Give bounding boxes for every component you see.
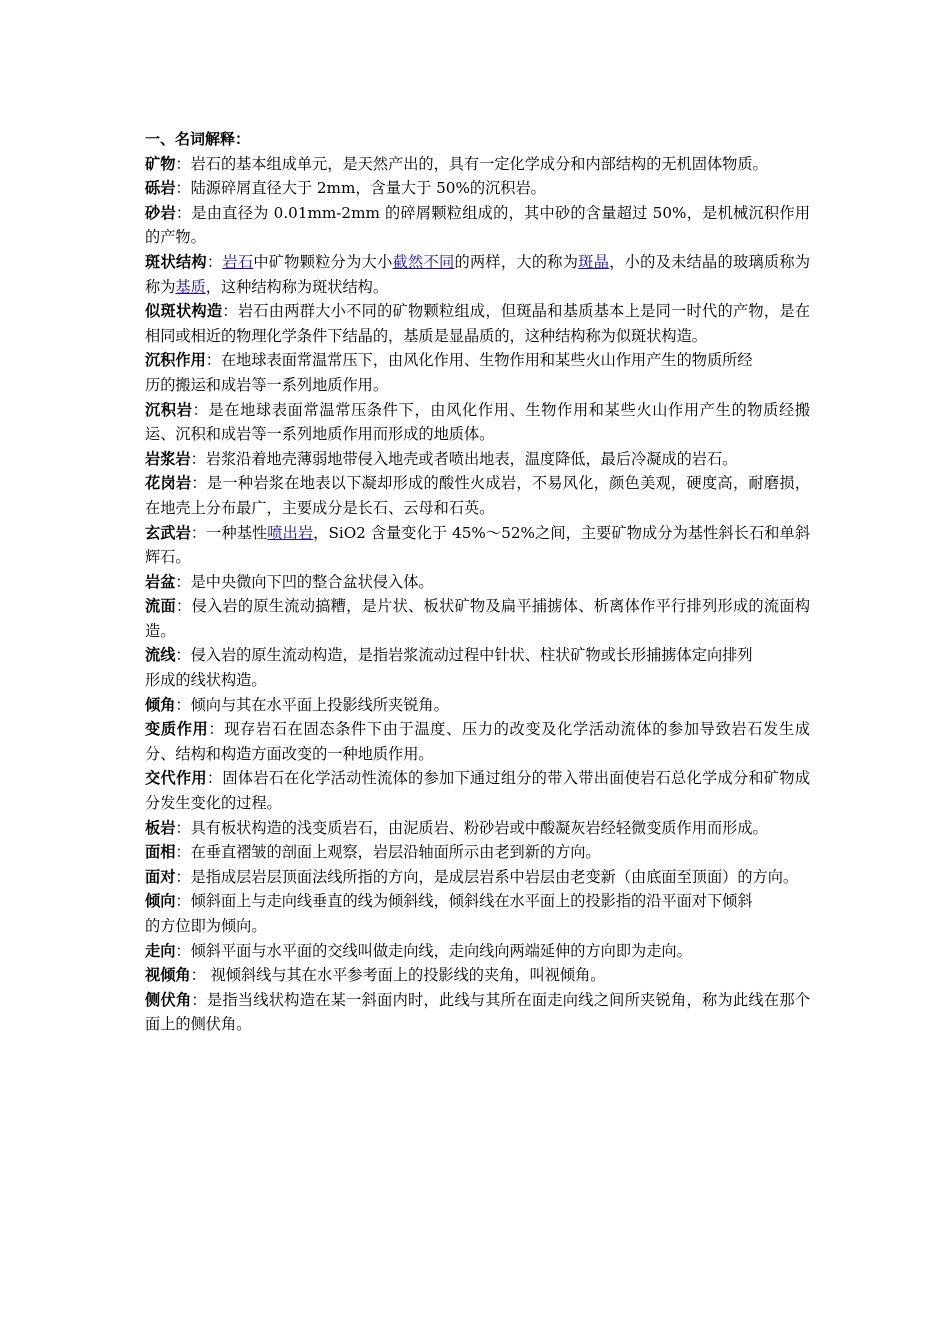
definition-term: 板岩 (145, 818, 176, 837)
definition-line: 倾斜面上与走向线垂直的线为倾斜线，倾斜线在水平面上的投影指的沿平面对下倾斜 (190, 892, 753, 911)
term-separator: ： (175, 892, 191, 911)
definition-text: 的两样，大的称为 (454, 252, 579, 271)
definition-term: 侧伏角 (145, 990, 192, 1009)
term-separator: ： (192, 400, 209, 419)
definition-term: 沉积岩 (145, 400, 193, 419)
term-separator: ： (205, 351, 221, 370)
definition-text: 倾向与其在水平面上投影线所夹锐角。 (190, 695, 449, 714)
definition-entry (145, 176, 810, 201)
definition-text: 现存岩石在固态条件下由于温度、压力的改变及化学活动流体的参加导致岩石发生成分、结构和构造方面改变的一种地质作用。 (145, 720, 811, 763)
definition-entry (145, 398, 810, 447)
term-separator: ： (175, 572, 191, 591)
definition-term: 面对 (145, 867, 176, 886)
document-page (145, 127, 810, 1037)
definition-term: 岩浆岩 (145, 449, 191, 468)
definition-line: 的方位即为倾向。 (145, 917, 267, 935)
definition-entry (145, 988, 810, 1037)
definition-term: 流面 (145, 597, 176, 616)
definition-text: 中矿物颗粒分为大小 (253, 252, 393, 271)
definition-term: 矿物 (145, 154, 176, 173)
term-separator: ： (222, 302, 238, 321)
term-link[interactable]: 喷出岩 (267, 523, 314, 542)
definition-text: ，SiO2 含量变化于 45%～52%之间，主要矿物成分为基性斜长石和单斜辉石。 (145, 523, 811, 567)
term-separator: ： (175, 818, 191, 837)
definition-text: ，小的及未结晶的玻璃质称为称为 (145, 252, 811, 296)
definition-entry (145, 816, 810, 841)
definition-term: 交代作用 (145, 769, 207, 788)
definition-term: 倾角 (145, 695, 176, 714)
definition-entry (145, 570, 810, 595)
definition-line: 形成的线状构造。 (145, 671, 267, 690)
term-separator: ： (190, 966, 206, 985)
definition-entry (145, 521, 810, 570)
definition-entry (145, 299, 810, 348)
term-separator: ： (191, 474, 207, 493)
term-separator: ： (175, 597, 192, 616)
definition-term: 变质作用 (145, 720, 209, 739)
term-separator: ： (175, 154, 191, 173)
definition-entry (145, 766, 810, 815)
term-separator: ： (190, 523, 207, 542)
definition-entry (145, 348, 810, 397)
definition-text: 是指成层岩层顶面法线所指的方向，是成层岩系中岩层由老变新（由底面至顶面）的方向。 (190, 867, 799, 886)
definition-term: 沉积作用 (145, 351, 206, 370)
definition-entry (145, 939, 810, 964)
definition-entry (145, 643, 810, 692)
definition-text: 侵入岩的原生流动搞糟，是片状、板状矿物及扁平捕掳体、析离体作平行排列形成的流面构造。 (145, 597, 811, 640)
definition-text: 固体岩石在化学活动性流体的参加下通过组分的带入带出面使岩石总化学成分和矿物成分发生变化的过程。 (145, 769, 811, 813)
definition-term: 似斑状构造 (145, 302, 223, 321)
definition-term: 面相 (145, 843, 176, 862)
term-separator: ： (175, 941, 191, 960)
definition-term: 花岗岩 (145, 474, 192, 493)
term-separator: ： (206, 252, 223, 271)
definition-term: 斑状结构 (145, 252, 207, 271)
term-separator: ： (175, 867, 191, 886)
definition-text: ，这种结构称为斑状结构。 (205, 277, 388, 296)
definition-entry (145, 889, 810, 938)
definition-line: 侵入岩的原生流动构造，是指岩浆流动过程中针状、柱状矿物或长形捕掳体定向排列 (190, 646, 753, 665)
definition-entry (145, 201, 810, 250)
definition-list (145, 152, 810, 1037)
definition-text: 是在地球表面常温常压条件下，由风化作用、生物作用和某些火山作用产生的物质经搬运、沉积和成岩等一系列地质作用而形成的地质体。 (145, 400, 811, 444)
term-separator: ： (175, 843, 191, 862)
term-separator: ： (175, 646, 191, 665)
definition-text: 岩石由两群大小不同的矿物颗粒组成，但斑晶和基质基本上是同一时代的产物，是在相同或相近的物理化学条件下结晶的，基质是显晶质的，这种结构称为似斑状构造。 (145, 302, 811, 345)
definition-text: 是指当线状构造在某一斜面内时，此线与其所在面走向线之间所夹锐角，称为此线在那个面上的侧伏角。 (145, 990, 811, 1034)
term-link[interactable]: 截然不同 (392, 252, 455, 271)
definition-text: 是由直径为 0.01mm-2mm 的碎屑颗粒组成的，其中砂的含量超过 50%，是机械沉积作用的产物。 (145, 203, 811, 247)
definition-entry (145, 693, 810, 718)
definition-entry (145, 594, 810, 643)
definition-text: 是中央微向下凹的整合盆状侵入体。 (190, 572, 434, 591)
definition-text: 是一种岩浆在地表以下凝却形成的酸性火成岩，不易风化，颜色美观，硬度高，耐磨损，在地壳上分布最广，主要成分是长石、云母和石英。 (145, 474, 811, 517)
definition-term: 倾向 (145, 892, 176, 911)
definition-text: 在垂直褶皱的剖面上观察，岩层沿轴面所示由老到新的方向。 (190, 843, 601, 862)
definition-entry (145, 963, 810, 988)
definition-term: 走向 (145, 941, 176, 960)
term-link[interactable]: 岩石 (222, 252, 254, 271)
term-separator: ： (175, 179, 191, 198)
definition-text: 岩石的基本组成单元，是天然产出的，具有一定化学成分和内部结构的无机固体物质。 (190, 154, 768, 173)
definition-term: 视倾角 (145, 966, 191, 985)
definition-line: 历的搬运和成岩等一系列地质作用。 (145, 375, 388, 394)
term-separator: ： (191, 990, 207, 1009)
term-link[interactable]: 基质 (175, 277, 206, 296)
definition-entry (145, 250, 810, 299)
definition-text: 具有板状构造的浅变质岩石，由泥质岩、粉砂岩或中酸凝灰岩经轻微变质作用而形成。 (190, 818, 768, 837)
definition-text: 视倾斜线与其在水平参考面上的投影线的夹角，叫视倾角。 (205, 966, 606, 985)
definition-text: 一种基性 (206, 523, 268, 542)
term-separator: ： (175, 203, 192, 222)
definition-text: 陆源碎屑直径大于 2mm，含量大于 50%的沉积岩。 (190, 179, 546, 198)
term-link[interactable]: 斑晶 (578, 252, 610, 271)
section-heading: 一、名词解释： (145, 130, 251, 148)
definition-text: 岩浆沿着地壳薄弱地带侵入地壳或者喷出地表，温度降低，最后冷凝成的岩石。 (205, 449, 738, 468)
definition-term: 岩盆 (145, 572, 176, 591)
definition-term: 砾岩 (145, 179, 176, 198)
term-separator: ： (190, 449, 206, 468)
definition-term: 砂岩 (145, 203, 176, 222)
definition-text: 倾斜平面与水平面的交线叫做走向线，走向线向两端延伸的方向即为走向。 (190, 941, 692, 960)
definition-entry (145, 447, 810, 472)
term-separator: ： (208, 720, 225, 739)
definition-entry (145, 840, 810, 865)
definition-entry (145, 471, 810, 520)
definition-line: 在地球表面常温常压下，由风化作用、生物作用和某些火山作用产生的物质所经 (220, 351, 753, 370)
definition-entry (145, 152, 810, 177)
term-separator: ： (206, 769, 223, 788)
definition-term: 流线 (145, 646, 176, 665)
term-separator: ： (175, 695, 191, 714)
definition-term: 玄武岩 (145, 523, 191, 542)
definition-entry (145, 717, 810, 766)
definition-entry (145, 865, 810, 890)
